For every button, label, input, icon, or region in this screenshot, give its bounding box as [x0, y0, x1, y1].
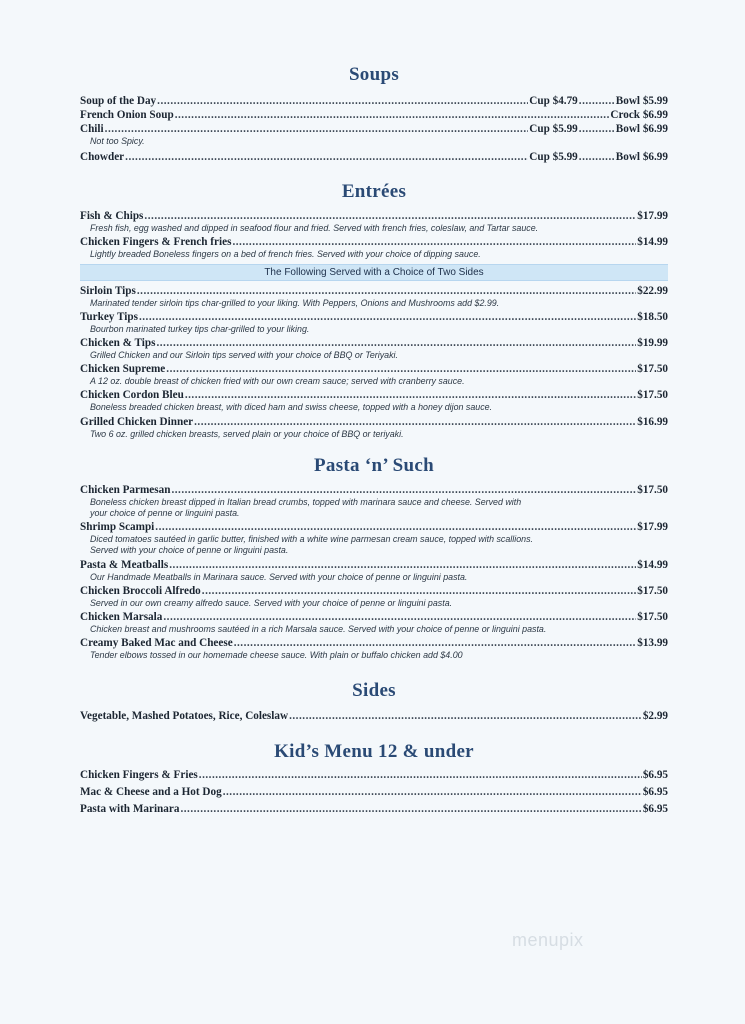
- item-name: Soup of the Day: [80, 95, 157, 107]
- item-name: Chicken Fingers & Fries: [80, 769, 198, 782]
- item-price: $14.99: [637, 558, 668, 571]
- item-description: Grilled Chicken and our Sirloin tips served with your choice of BBQ or Teriyaki.: [90, 350, 398, 361]
- item-price: $17.50: [637, 483, 668, 496]
- soup-item: [80, 122, 668, 136]
- entree-item: [80, 362, 668, 376]
- item-description: Boneless breaded chicken breast, with diced ham and swiss cheese, topped with a honey dijon sauce.: [90, 402, 493, 413]
- item-name: Chicken Fingers & French fries: [80, 236, 232, 249]
- item-name: Chicken & Tips: [80, 337, 156, 350]
- bowl-price: Bowl $5.99: [615, 95, 668, 107]
- item-name: Chicken Parmesan: [80, 483, 171, 496]
- item-name: French Onion Soup: [80, 109, 174, 121]
- side-item: [80, 709, 668, 723]
- item-description-cont: your choice of penne or linguini pasta.: [90, 508, 240, 519]
- item-price: $22.99: [637, 284, 668, 297]
- menupix-watermark: menupix: [512, 930, 584, 950]
- item-name: Chowder: [80, 151, 125, 164]
- item-price: $18.50: [637, 310, 668, 323]
- item-price: $17.50: [637, 363, 668, 376]
- item-description: Fresh fish, egg washed and dipped in seafood flour and fried. Served with french fries, coleslaw, and Tartar sauce.: [90, 223, 539, 234]
- item-name: Turkey Tips: [80, 310, 138, 323]
- item-price: $2.99: [642, 710, 668, 723]
- soup-item: [80, 108, 668, 122]
- cup-price: Cup $5.99: [529, 151, 578, 164]
- menu-page: [80, 64, 668, 816]
- item-description: Lightly breaded Boneless fingers on a bed of french fries. Served with your choice of dipping sauce.: [90, 249, 481, 260]
- item-name: Sirloin Tips: [80, 284, 136, 297]
- item-name: Pasta with Marinara: [80, 803, 180, 816]
- pasta-item: [80, 520, 668, 534]
- item-name: Vegetable, Mashed Potatoes, Rice, Coleslaw: [80, 710, 289, 723]
- item-description: Chicken breast and mushrooms sautéed in a rich Marsala sauce. Served with your choice of penne or linguini pasta.: [90, 624, 547, 635]
- item-description: Not too Spicy.: [90, 136, 145, 146]
- item-description: Tender elbows tossed in our homemade cheese sauce. With plain or buffalo chicken add $4.00: [90, 650, 463, 661]
- item-name: Chicken Cordon Bleu: [80, 389, 184, 402]
- entree-item: [80, 310, 668, 324]
- soups-list: [80, 94, 668, 164]
- item-price: $17.99: [637, 210, 668, 223]
- pasta-item: [80, 636, 668, 650]
- sides-title: Sides: [352, 680, 396, 702]
- pasta-item: [80, 483, 668, 497]
- kids-item: [80, 768, 668, 782]
- sides-banner: The Following Served with a Choice of Two Sides: [80, 264, 668, 281]
- item-description: Bourbon marinated turkey tips char-grilled to your liking.: [90, 323, 310, 334]
- pasta-item: [80, 610, 668, 624]
- sides-list: [80, 709, 668, 723]
- bowl-price: Bowl $6.99: [615, 151, 668, 164]
- entree-item: [80, 235, 668, 249]
- soup-item: [80, 150, 668, 164]
- item-price: $6.95: [642, 803, 668, 816]
- item-name: Chicken Supreme: [80, 363, 166, 376]
- entree-item: [80, 336, 668, 350]
- item-price: $14.99: [637, 236, 668, 249]
- entrees-title: Entrées: [341, 181, 407, 203]
- item-description: Our Handmade Meatballs in Marinara sauce. Served with your choice of penne or linguini pasta.: [90, 571, 468, 582]
- item-name: Chicken Marsala: [80, 611, 163, 624]
- entree-item: [80, 388, 668, 402]
- entree-item: [80, 209, 668, 223]
- kids-title: Kid’s Menu 12 & under: [274, 741, 474, 763]
- item-price: $16.99: [637, 415, 668, 428]
- item-name: Chicken Broccoli Alfredo: [80, 584, 201, 597]
- kids-list: [80, 768, 668, 816]
- item-description-cont: Served with your choice of penne or linguini pasta.: [90, 545, 289, 556]
- kids-item: [80, 802, 668, 816]
- item-price: $13.99: [637, 637, 668, 650]
- kids-item: [80, 785, 668, 799]
- item-price: $6.95: [642, 786, 668, 799]
- entrees-list: [80, 209, 668, 440]
- item-description: Served in our own creamy alfredo sauce. Served with your choice of penne or linguini pasta.: [90, 597, 453, 608]
- bowl-price: Bowl $6.99: [615, 123, 668, 135]
- item-name: Chili: [80, 123, 104, 135]
- entree-item: [80, 415, 668, 429]
- item-description: A 12 oz. double breast of chicken fried with our own cream sauce; served with cranberry sauce.: [90, 376, 465, 387]
- item-price: $17.50: [637, 584, 668, 597]
- soups-title: Soups: [348, 64, 400, 85]
- item-price: $17.50: [637, 611, 668, 624]
- pasta-item: [80, 558, 668, 572]
- pasta-list: [80, 483, 668, 662]
- item-name: Creamy Baked Mac and Cheese: [80, 637, 233, 650]
- cup-price: Cup $5.99: [529, 123, 578, 135]
- item-description: Diced tomatoes sautéed in garlic butter, finished with a white wine parmesan cream sauce, topped with scallions.: [90, 534, 533, 545]
- soup-item: [80, 94, 668, 108]
- item-name: Pasta & Meatballs: [80, 558, 169, 571]
- item-description: Marinated tender sirloin tips char-grilled to your liking. With Peppers, Onions and Mushrooms add $2.99.: [90, 297, 500, 308]
- item-name: Grilled Chicken Dinner: [80, 415, 194, 428]
- crock-price: Crock $6.99: [610, 109, 668, 121]
- item-price: $6.95: [642, 769, 668, 782]
- item-name: Fish & Chips: [80, 210, 144, 223]
- item-price: $19.99: [637, 337, 668, 350]
- pasta-item: [80, 584, 668, 598]
- item-description: Two 6 oz. grilled chicken breasts, served plain or your choice of BBQ or teriyaki.: [90, 428, 404, 439]
- item-name: Mac & Cheese and a Hot Dog: [80, 786, 222, 799]
- item-price: $17.99: [637, 521, 668, 534]
- item-name: Shrimp Scampi: [80, 521, 155, 534]
- entree-item: [80, 284, 668, 298]
- pasta-title: Pasta ‘n’ Such: [314, 454, 434, 476]
- cup-price: Cup $4.79: [529, 95, 578, 107]
- item-description: Boneless chicken breast dipped in Italian bread crumbs, topped with marinara sauce and cheese. Served with: [90, 496, 522, 507]
- item-price: $17.50: [637, 389, 668, 402]
